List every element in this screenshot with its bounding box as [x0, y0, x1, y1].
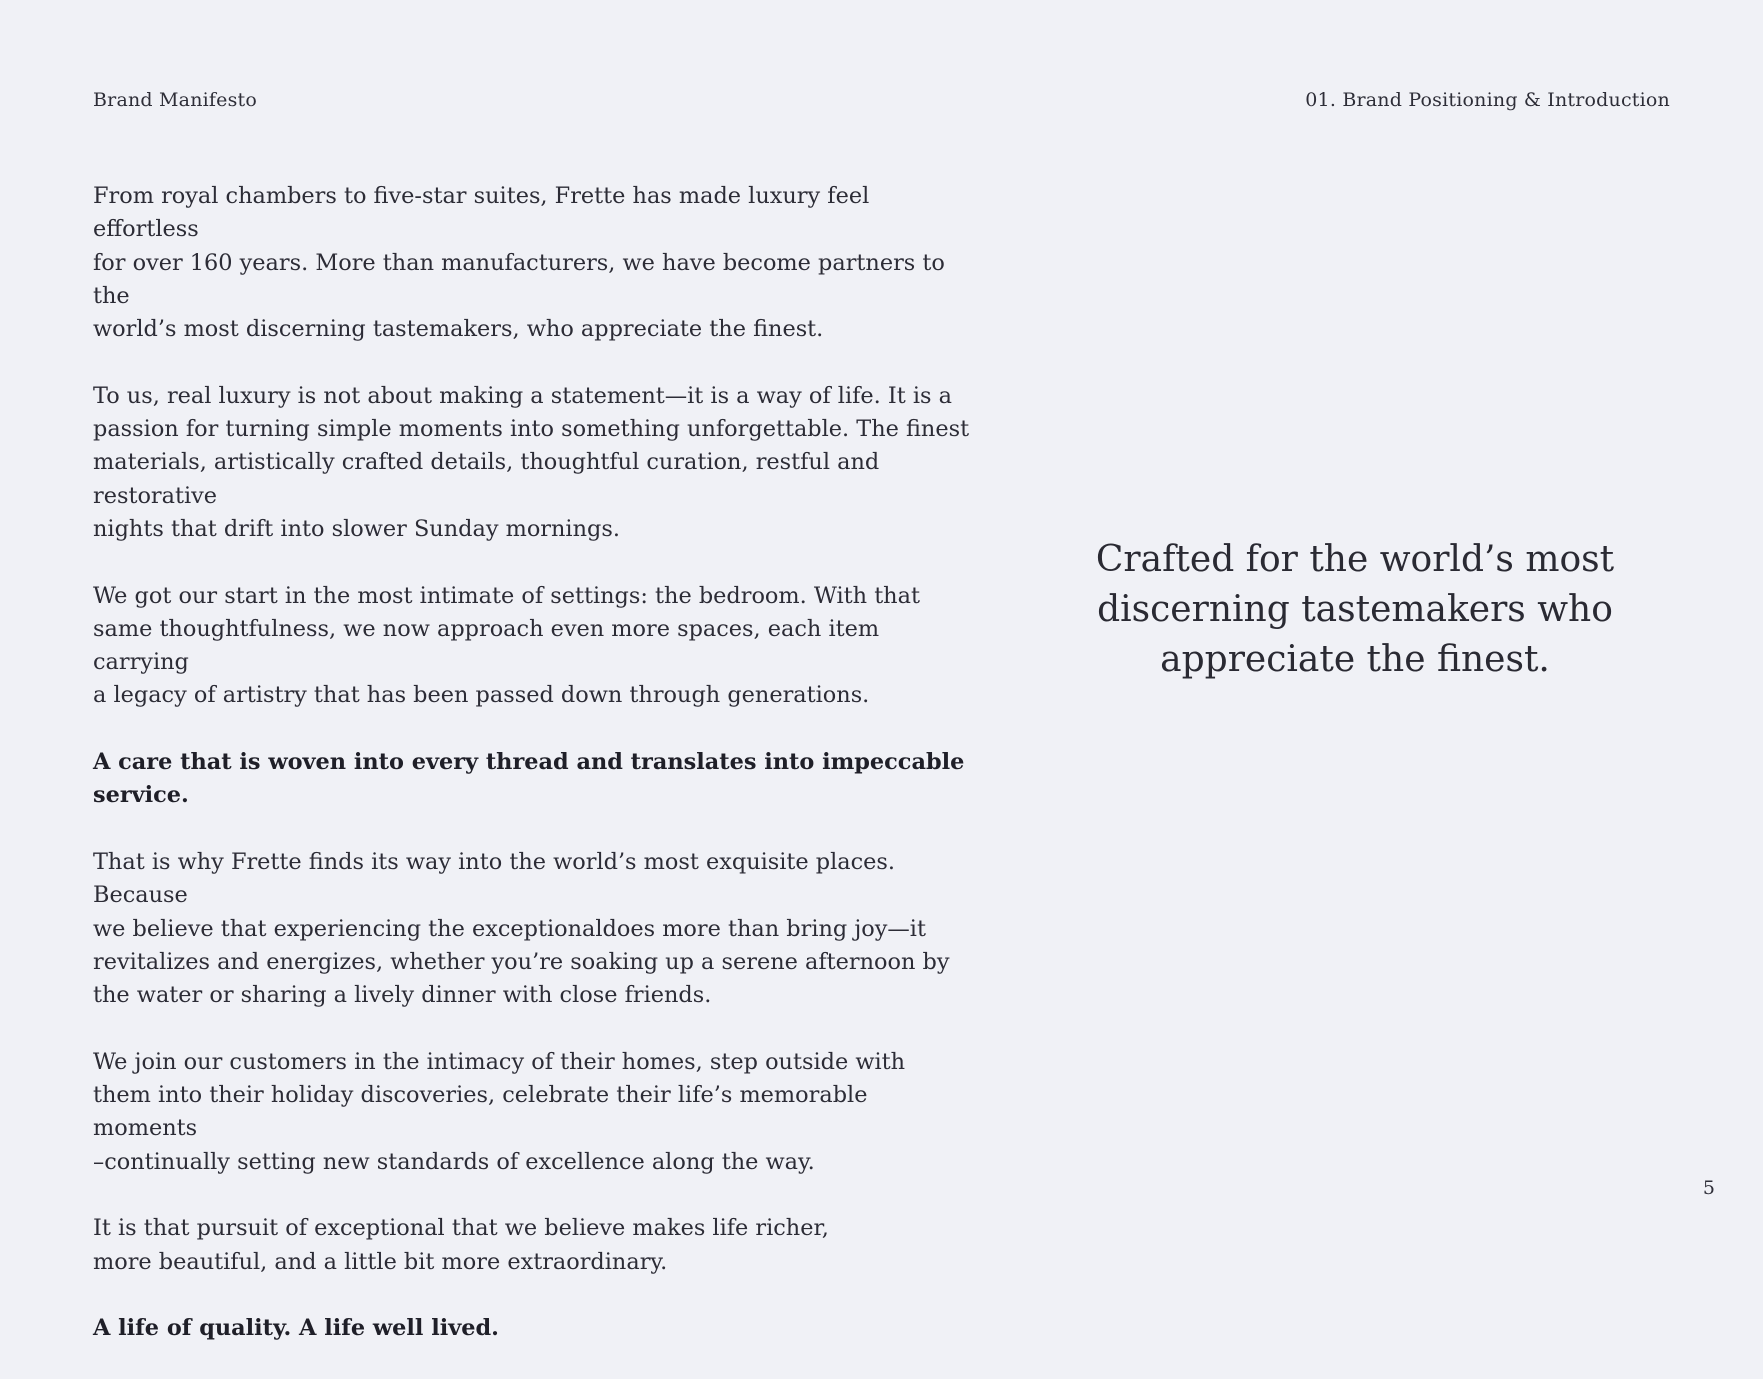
emphasis-closing-tagline: A life of quality. A life well lived. [93, 1315, 499, 1342]
paragraph-origins: We got our start in the most intimate of settings: the bedroom. With that same thoughtfulness, we now approach even more spaces, each item carrying a legacy of artistry that has been passed down through generations. [93, 582, 920, 709]
chapter-title: 01. Brand Positioning & Introduction [1305, 89, 1670, 111]
emphasis-care-statement: A care that is woven into every thread and translates into impeccable service. [93, 749, 965, 809]
paragraph-luxury: To us, real luxury is not about making a statement—it is a way of life. It is a passion for turning simple moments into something unforgettable. The finest materials, artistically crafted details, thoughtful curation, restful and restorative nights that drift into slower Sunday mornings. [93, 382, 970, 542]
paragraph-heritage: From royal chambers to five-star suites, Frette has made luxury feel effortless for over 160 years. More than manufacturers, we have become partners to the world’s most discerning tastemakers, who appreciate the finest. [93, 183, 945, 343]
document-section-label: Brand Manifesto [93, 89, 258, 111]
paragraph-exquisite-places: That is why Frette finds its way into the world’s most exquisite places. Because we believe that experiencing the exceptionaldoes more than bring joy—it revitalizes and energizes, whether you’re soaking up a serene afternoon by the water or sharing a lively dinner with close friends. [93, 848, 950, 1009]
pull-quote: Crafted for the world’s most discerning tastemakers who appreciate the finest. [1095, 539, 1615, 680]
paragraph-pursuit: It is that pursuit of exceptional that we believe makes life richer, more beautiful, and a little bit more extraordinary. [93, 1215, 829, 1275]
paragraph-customers: We join our customers in the intimacy of their homes, step outside with them into their holiday discoveries, celebrate their life’s memorable moments –continually setting new standards of excellence along the way. [93, 1048, 906, 1175]
page-number: 5 [1702, 1177, 1715, 1199]
manifesto-body [93, 180, 973, 1379]
